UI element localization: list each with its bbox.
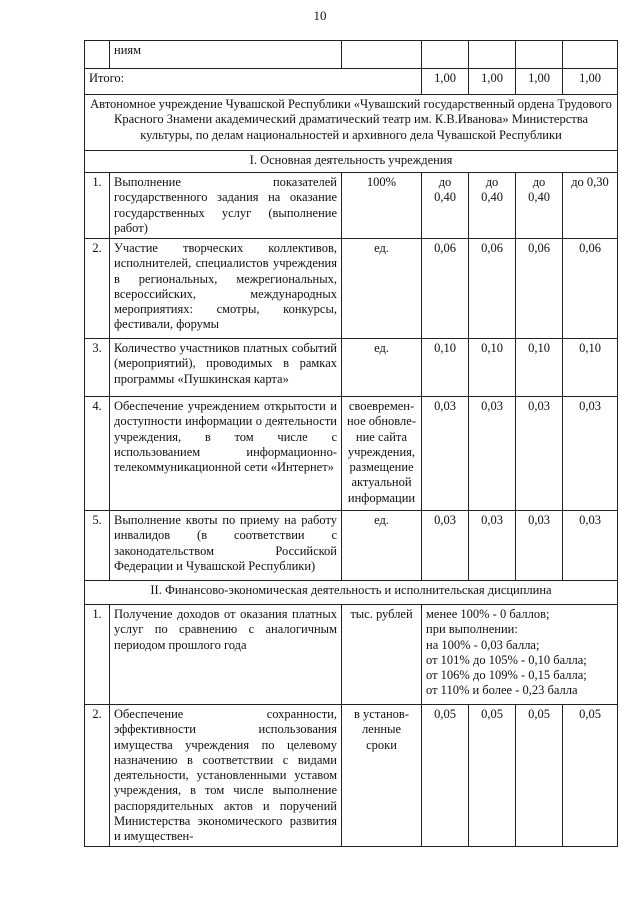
carry-val-cell [422,41,469,69]
total-value: 1,00 [469,69,516,95]
table-row [85,239,618,339]
row-value [516,173,563,239]
section-2-title: II. Финансово-экономическая деятельность и исполнительская дисциплина [85,581,618,605]
row-value: 0,05 [516,705,563,847]
row-unit: ед. [342,511,422,581]
row-number: 1. [85,605,110,705]
row-number: 2. [85,239,110,339]
row-number: 5. [85,511,110,581]
row-value: 0,06 [422,239,469,339]
row-unit: тыс. рублей [342,605,422,705]
section-title-row [85,151,618,173]
scale-line: при выполнении: [426,622,518,637]
row-value: 0,03 [422,397,469,511]
row-criterion: Обеспечение сохранности, эффективности использования имущества учреждения по целевому назначению в соответствии с видами деятельности, установленными уставом учреждения, в том числе выполнение распорядительных актов и поручений Министерства экономического развития и имуществен- [110,705,342,847]
table-row [85,173,618,239]
total-value: 1,00 [563,69,618,95]
row-value: 0,10 [469,339,516,397]
row-criterion: Выполнение квоты по приему на работу инвалидов (в соответствии с законодательством Российской Федерации и Чувашской Республики) [110,511,342,581]
row-value [422,173,469,239]
unit-line: ленные сроки [361,722,402,752]
row-value: 0,10 [516,339,563,397]
scale-line: менее 100% - 0 баллов; [426,607,550,621]
unit-line: своевремен- [348,399,415,413]
page-number: 10 [313,8,327,23]
section-title-row [85,581,618,605]
carry-unit-cell [342,41,422,69]
row-value: 0,06 [516,239,563,339]
unit-line: в установ- [354,707,409,721]
row-value: 0,06 [563,239,618,339]
row-criterion: Участие творческих коллективов, исполнителей, специалистов учреждения в региональных, межрегиональных, всероссийских, международных мероприятиях: смотры, конкурсы, фестивали, форумы [110,239,342,339]
row-value: 0,05 [469,705,516,847]
unit-line: ное обновле- [346,414,416,429]
scale-line: от 110% и более - 0,23 балла [426,683,578,698]
organization-name: Автономное учреждение Чувашской Республики «Чувашский государственный ордена Трудового Красного Знамени академический драматический театр им. К.В.Иванова» Министерства культуры, по делам национальностей и архивного дела Чувашской Республики [85,95,618,151]
row-number: 3. [85,339,110,397]
table-row [85,605,618,705]
scale-line: на 100% - 0,03 балла; [426,637,540,652]
table-row [85,397,618,511]
row-criterion: Обеспечение учреждением открытости и доступности информации о деятельности учреждения, в том числе с использованием информационно-телекоммуникационной сети «Интернет» [110,397,342,511]
value-prefix: до [438,175,452,189]
carry-num-cell [85,41,110,69]
carry-val-cell [563,41,618,69]
row-unit: ед. [342,239,422,339]
carry-val-cell [516,41,563,69]
value-prefix: до [485,175,499,189]
unit-line: учреждения, [347,444,416,459]
row-criterion: Выполнение показателей государственного задания на оказание государственных услуг (выполнение работ) [110,173,342,239]
unit-line: размещение [349,460,414,474]
scale-line: от 106% до 109% - 0,15 балла; [426,668,587,682]
row-number: 1. [85,173,110,239]
table-row [85,511,618,581]
total-row [85,69,618,95]
row-number: 4. [85,397,110,511]
row-value: 0,03 [516,397,563,511]
section-1-title: I. Основная деятельность учреждения [85,151,618,173]
row-unit [342,397,422,511]
criteria-table [84,40,618,847]
unit-line: информации [347,490,416,505]
total-label: Итого: [85,69,422,95]
row-value: 0,10 [422,339,469,397]
value-number: 0,40 [528,190,550,205]
row-value: 0,06 [469,239,516,339]
row-value: 0,03 [469,397,516,511]
row-number: 2. [85,705,110,847]
score-scale [422,605,618,705]
table-row [85,705,618,847]
unit-line: ние сайта [355,429,408,444]
row-value: 0,03 [422,511,469,581]
row-value: 0,03 [516,511,563,581]
total-value: 1,00 [422,69,469,95]
row-value: 0,05 [563,705,618,847]
row-value: 0,03 [469,511,516,581]
row-value: 0,03 [563,511,618,581]
value-prefix: до [532,175,546,189]
value-number: 0,40 [481,190,503,205]
row-unit: ед. [342,339,422,397]
total-value: 1,00 [516,69,563,95]
organization-row [85,95,618,151]
unit-line: актуальной [351,475,412,490]
table-row [85,339,618,397]
row-value: 0,05 [422,705,469,847]
row-value: 0,03 [563,397,618,511]
row-criterion: Количество участников платных событий (мероприятий), проводимых в рамках программы «Пушкинская карта» [110,339,342,397]
row-value [469,173,516,239]
row-unit: 100% [342,173,422,239]
row-criterion: Получение доходов от оказания платных услуг по сравнению с аналогичным периодом прошлого года [110,605,342,705]
row-unit [342,705,422,847]
carry-val-cell [469,41,516,69]
scale-line: от 101% до 105% - 0,10 балла; [426,652,587,667]
carry-text-cell: ниям [110,41,342,69]
row-value: до 0,30 [563,173,618,239]
value-number: 0,40 [434,190,456,205]
carry-over-row [85,41,618,69]
row-value: 0,10 [563,339,618,397]
